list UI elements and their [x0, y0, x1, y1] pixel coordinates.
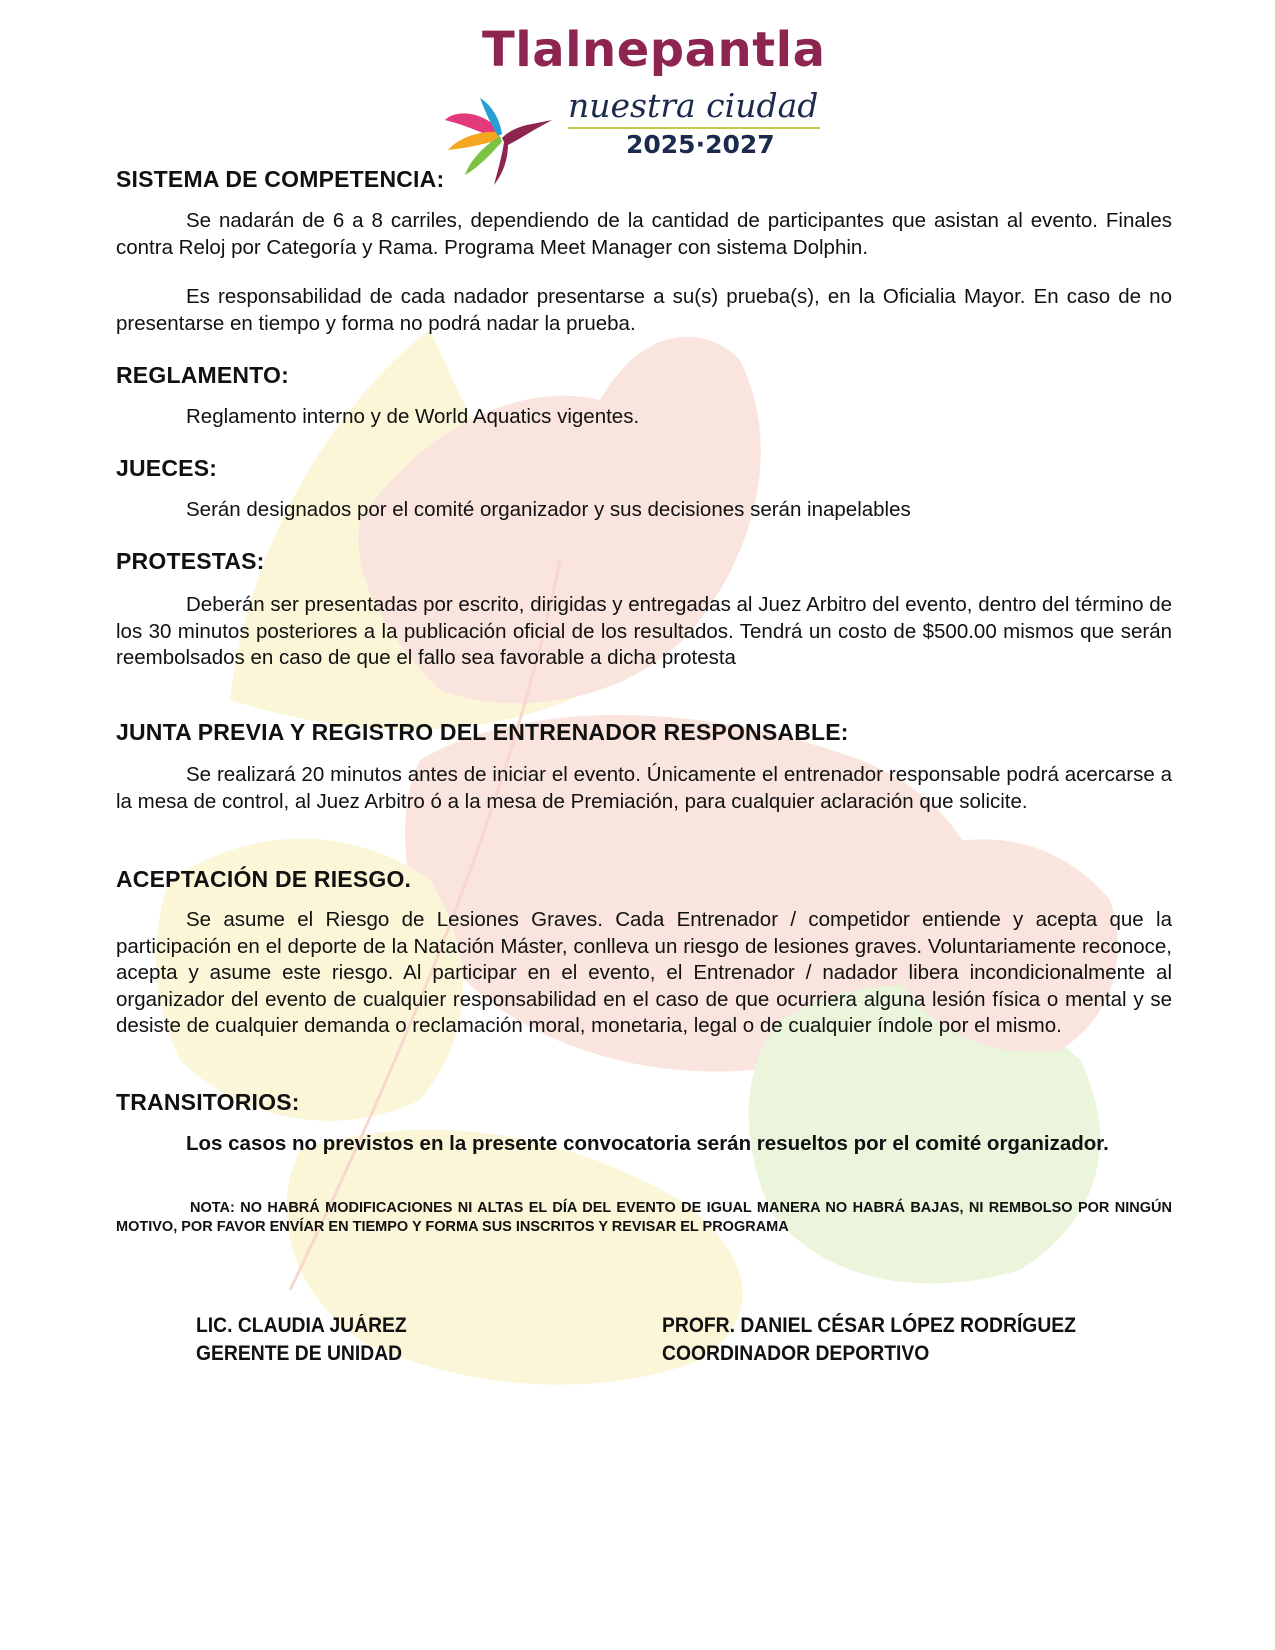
- paragraph-jueces: Serán designados por el comité organizador y sus decisiones serán inapelables: [186, 498, 911, 521]
- section-title-transitorios: TRANSITORIOS:: [116, 1089, 300, 1115]
- section-title-riesgo: ACEPTACIÓN DE RIESGO.: [116, 866, 412, 892]
- note-text: NOTA: NO HABRÁ MODIFICACIONES NI ALTAS EL DÍA DEL EVENTO DE IGUAL MANERA NO HABRÁ BAJAS, NI REMBOLSO POR NINGÚN MOTIVO, POR FAVOR ENVÍAR EN TIEMPO Y FORMA SUS INSCRITOS Y REVISAR EL PROGRAMA: [116, 1200, 1172, 1235]
- hummingbird-icon: [440, 90, 555, 190]
- paragraph-transitorios: Los casos no previstos en la presente convocatoria serán resueltos por el comité organizador.: [186, 1132, 1109, 1155]
- signature-right-name: PROFR. DANIEL CÉSAR LÓPEZ RODRÍGUEZ: [662, 1314, 1076, 1337]
- logo-years: 2025·2027: [626, 130, 775, 159]
- signature-left-role: GERENTE DE UNIDAD: [196, 1342, 403, 1365]
- paragraph-junta: Se realizará 20 minutos antes de iniciar el evento. Únicamente el entrenador responsable podrá acercarse a la mesa de control, al Juez Arbitro ó a la mesa de Premiación, para cualquier aclaración que solicite.: [116, 763, 1172, 813]
- section-title-protestas: PROTESTAS:: [116, 548, 265, 574]
- paragraph-sistema-1: Se nadarán de 6 a 8 carriles, dependiendo de la cantidad de participantes que asistan al evento. Finales contra Reloj por Categoría y Rama. Programa Meet Manager con sistema Dolphin.: [116, 209, 1172, 259]
- section-title-sistema: SISTEMA DE COMPETENCIA:: [116, 166, 445, 192]
- signature-left: [196, 1312, 407, 1368]
- section-title-jueces: JUECES:: [116, 455, 218, 481]
- paragraph-riesgo: Se asume el Riesgo de Lesiones Graves. Cada Entrenador / competidor entiende y acepta que la participación en el deporte de la Natación Máster, conlleva un riesgo de lesiones graves. Voluntariamente reconoce, acepta y asume este riesgo. Al participar en el evento, el Entrenador / nadador libera incondicionalmente al organizador del evento de cualquier responsabilidad en el caso de que ocurriera alguna lesión física o mental y se desiste de cualquier demanda o reclamación moral, monetaria, legal o de cualquier índole por el mismo.: [116, 908, 1172, 1037]
- section-title-junta: JUNTA PREVIA Y REGISTRO DEL ENTRENADOR RESPONSABLE:: [116, 719, 849, 745]
- paragraph-reglamento: Reglamento interno y de World Aquatics vigentes.: [186, 405, 640, 428]
- paragraph-protestas: Deberán ser presentadas por escrito, dirigidas y entregadas al Juez Arbitro del evento, dentro del término de los 30 minutos posteriores a la publicación oficial de los resultados. Tendrá un costo de $500.00 mismos que serán reembolsados en caso de que el fallo sea favorable a dicha protesta: [116, 593, 1172, 669]
- logo-title: Tlalnepantla: [482, 22, 826, 78]
- signature-left-name: LIC. CLAUDIA JUÁREZ: [196, 1314, 407, 1337]
- signature-right: [662, 1312, 1076, 1368]
- signature-right-role: COORDINADOR DEPORTIVO: [662, 1342, 930, 1365]
- logo-underline: [568, 127, 820, 129]
- paragraph-sistema-2: Es responsabilidad de cada nadador presentarse a su(s) prueba(s), en la Oficialia Mayor. En caso de no presentarse en tiempo y forma no podrá nadar la prueba.: [116, 285, 1172, 335]
- section-title-reglamento: REGLAMENTO:: [116, 362, 289, 388]
- logo-subtitle: nuestra ciudad: [568, 86, 819, 125]
- logo: [460, 20, 880, 170]
